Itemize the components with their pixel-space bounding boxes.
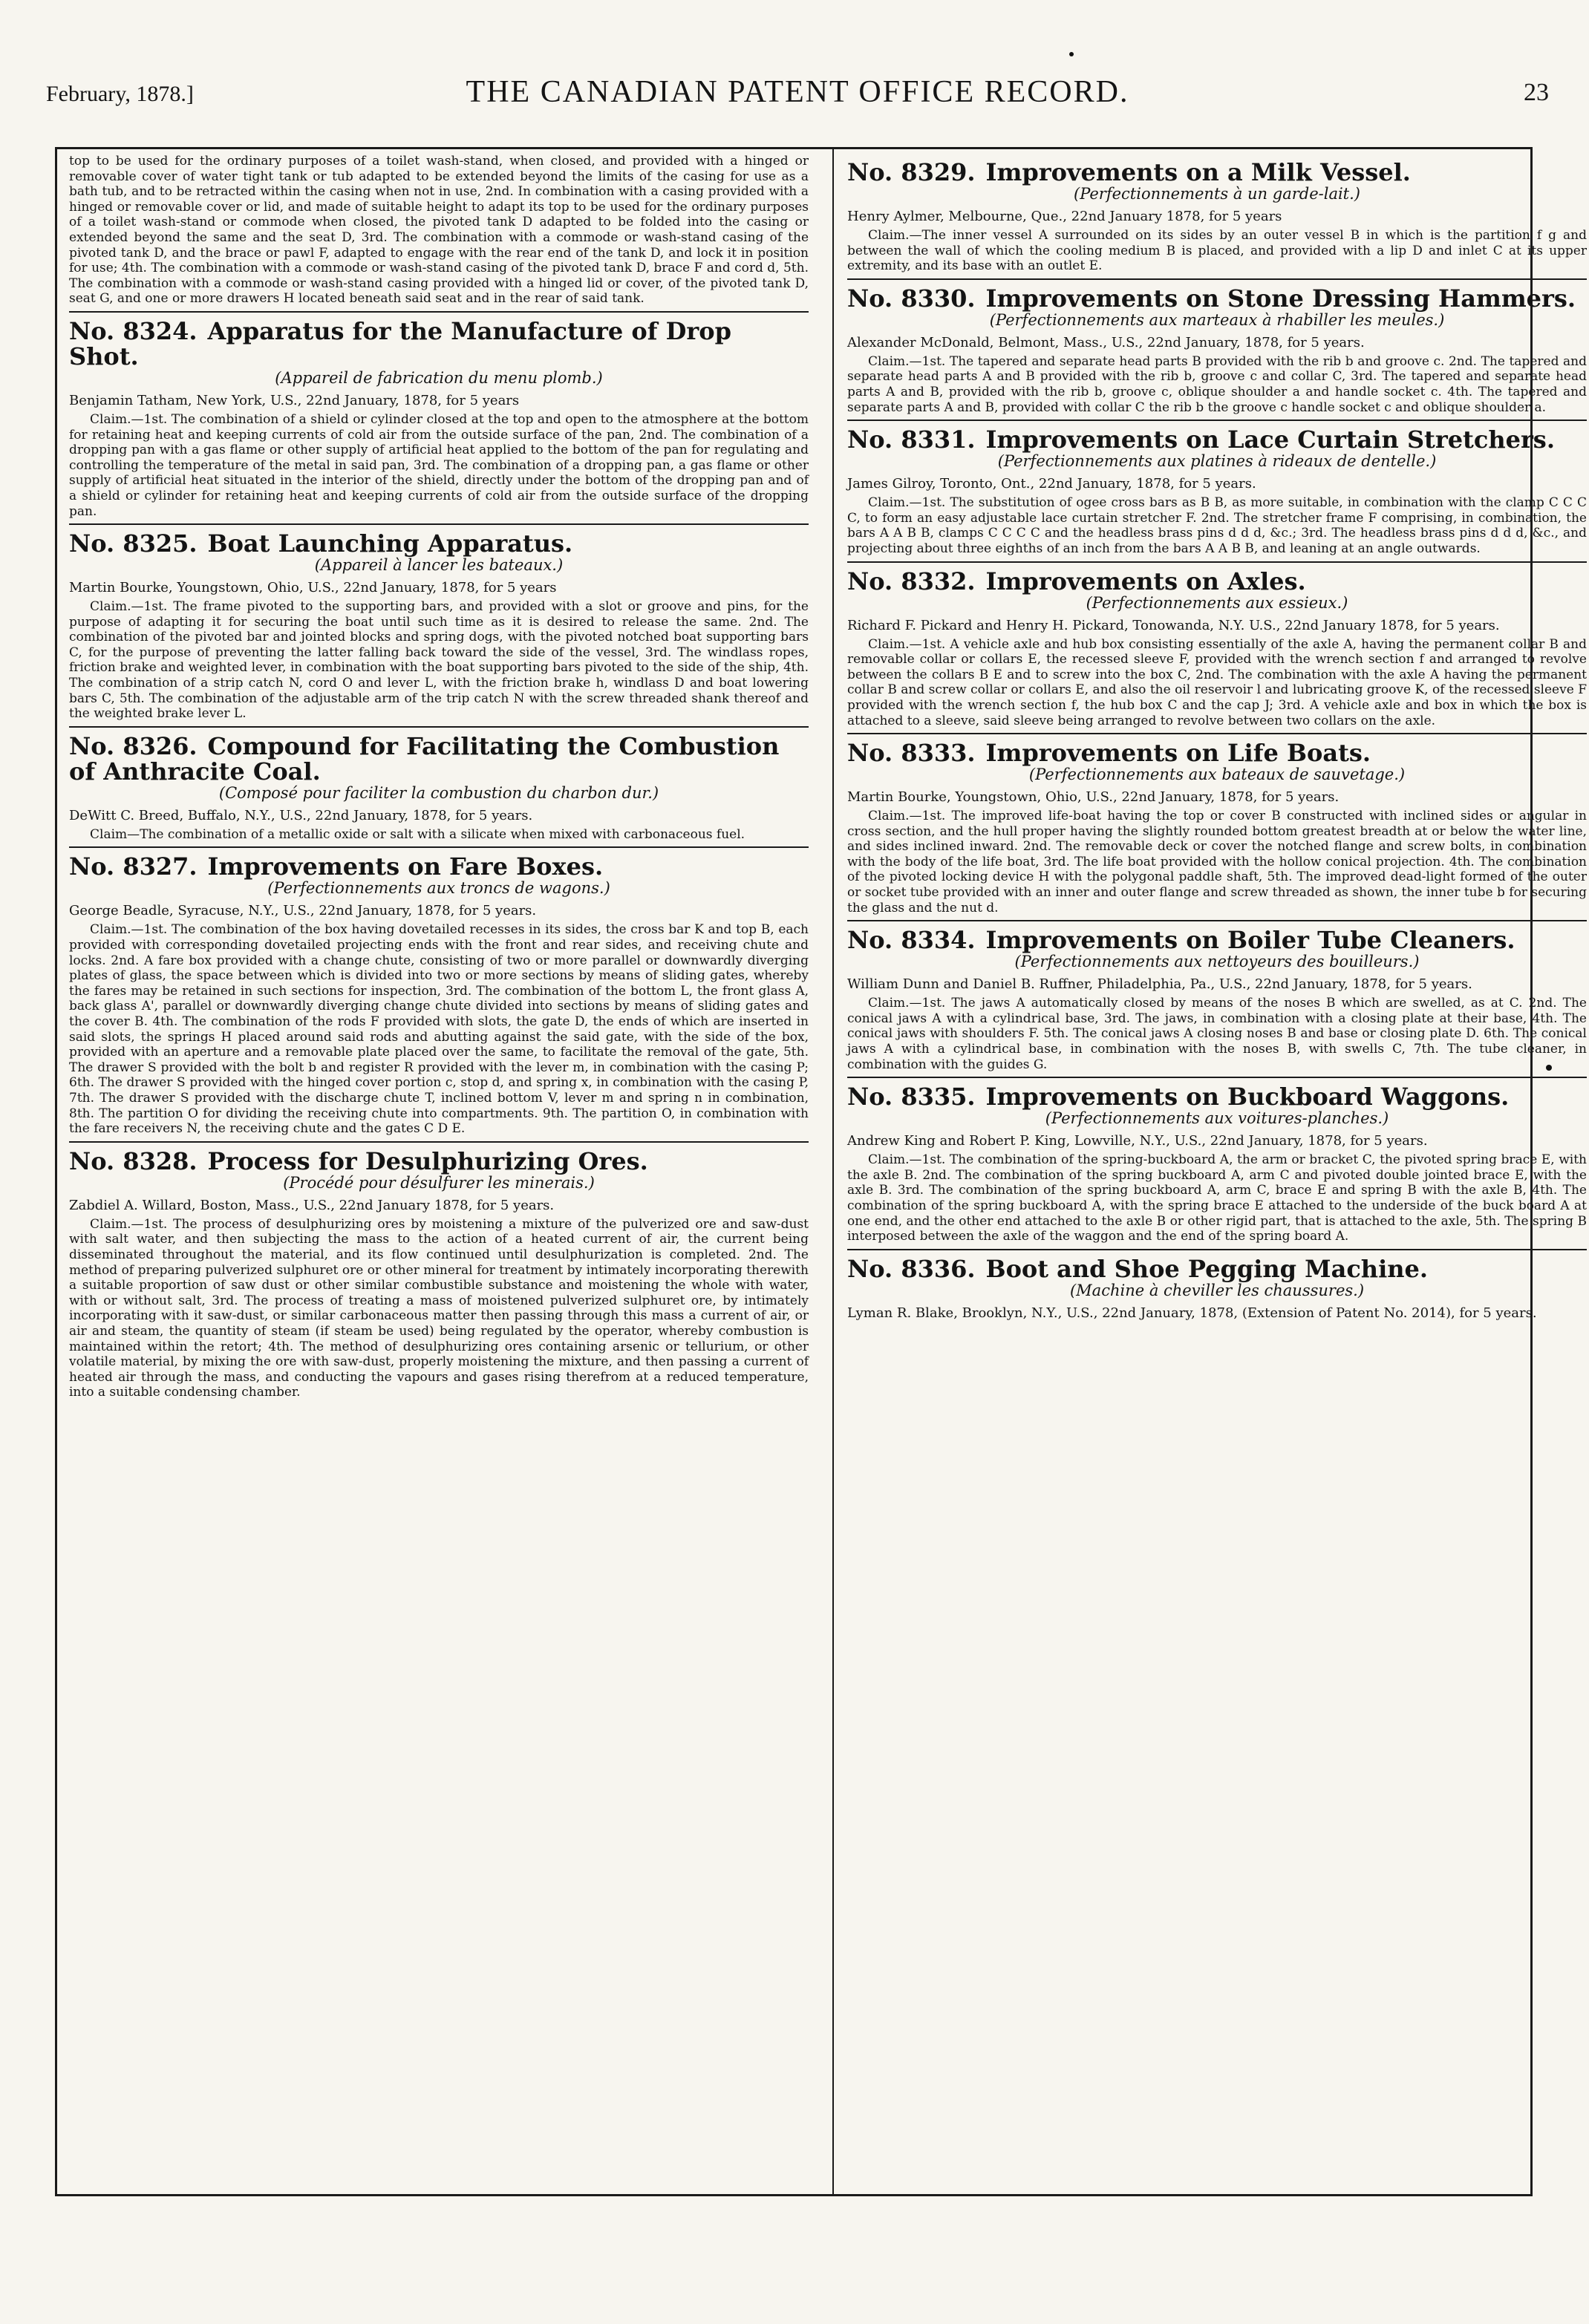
patentee-line: Martin Bourke, Youngstown, Ohio, U.S., 22nd January, 1878, for 5 years.	[847, 789, 1340, 806]
claim-text: Claim.—1st. The jaws A automatically closed by means of the noses B which are swelled, as at C. 2nd. The conical jaws A with a cylindrical base, 3rd. The jaws, in combination with a closing plate at their base, 4th. The conical jaws with shoulders F. 5th. The conical jaws A closing noses B and base or closing plate D. 6th. The conical jaws A with a cylindrical base, in combination with the noses B, with swells C, 7th. The tube cleaner, in combination with the guides G.	[847, 996, 1587, 1072]
page-number: 23	[1524, 79, 1549, 106]
french-title: (Appareil de fabrication du menu plomb.)	[275, 368, 603, 387]
patent-number: No. 8336.	[847, 1254, 976, 1283]
patentee-line: Martin Bourke, Youngstown, Ohio, U.S., 22nd January, 1878, for 5 years	[69, 580, 557, 596]
patent-heading	[847, 569, 1587, 594]
page-frame	[55, 147, 1587, 2196]
entry-divider	[847, 1249, 1587, 1250]
left-column	[69, 154, 809, 1400]
patent-title: Boat Launching Apparatus.	[207, 529, 573, 558]
margin-dot	[1546, 1065, 1552, 1071]
right-entries	[847, 160, 1587, 1322]
patent-title: Process for Desulphurizing Ores.	[207, 1146, 648, 1175]
patentee-line: George Beadle, Syracuse, N.Y., U.S., 22nd January, 1878, for 5 years.	[69, 903, 537, 919]
entry-divider	[69, 523, 809, 525]
patent-heading	[847, 927, 1587, 953]
patent-entry	[847, 1077, 1587, 1244]
patent-title: Improvements on Axles.	[985, 567, 1306, 595]
patent-title: Boot and Shoe Pegging Machine.	[985, 1254, 1428, 1283]
patent-number: No. 8333.	[847, 739, 976, 768]
print-dot	[1069, 52, 1074, 56]
patent-number: No. 8328.	[69, 1146, 198, 1175]
patent-number: No. 8330.	[847, 284, 976, 313]
publication-title: THE CANADIAN PATENT OFFICE RECORD.	[466, 75, 1129, 109]
claim-text: Claim.—The inner vessel A surrounded on its sides by an outer vessel B in which is the partition f g and between the wall of which the cooling medium B is placed, and provided with a lip D and inlet C at its upper extremity, and its base with an outlet E.	[847, 228, 1587, 274]
patent-title: Improvements on Stone Dressing Hammers.	[985, 284, 1576, 313]
right-column	[847, 154, 1587, 1325]
entry-divider	[847, 561, 1587, 563]
patent-heading	[69, 854, 809, 879]
entry-divider	[69, 726, 809, 728]
patentee-line: Alexander McDonald, Belmont, Mass., U.S., 22nd January, 1878, for 5 years.	[847, 334, 1365, 350]
patent-heading	[847, 286, 1587, 311]
issue-date: February, 1878.]	[46, 82, 194, 106]
claim-text: Claim.—1st. The combination of the box having dovetailed recesses in its sides, the cross bar K and top B, each provided with corresponding dovetailed projecting ends with the front and rear sides, and receiving chute and locks. 2nd. A fare box provided with a change chute, consisting of two or more parallel or downwardly diverging plates of glass, the space between which is divided into two or more sections by means of sliding gates, whereby the fares may be retained in such sections for inspection, 3rd. The combination of the bottom L, the front glass A, back glass A', parallel or downwardly diverging change chute divided into sections by means of sliding gates and the cover B. 4th. The combination of the rods F provided with slots, the gate D, the ends of which are inserted in said slots, the springs H placed around said rods and abutting against the said gate, with the side of the box, provided with an aperture and a removable plate placed over the same, to facilitate the removal of the gate, 5th. The drawer S provided with the bolt b and register R provided with the lever m, in combination with the casing P; 6th. The drawer S provided with the hinged cover portion c, stop d, and spring x, in combination with the casing P, 7th. The drawer S provided with the discharge chute T, inclined bottom V, lever m and spring n in combination, 8th. The partition O for dividing the receiving chute into compartments. 9th. The partition O, in combination with the fare receivers N, the receiving chute and the gates C D E.	[69, 922, 809, 1137]
patent-heading	[847, 1256, 1587, 1282]
patentee-line: James Gilroy, Toronto, Ont., 22nd January, 1878, for 5 years.	[847, 476, 1256, 492]
entry-divider	[847, 278, 1587, 280]
claim-text: Claim.—1st. A vehicle axle and hub box consisting essentially of the axle A, having the permanent collar B and removable collar or collars E, the recessed sleeve F, provided with the wrench section f and arranged to revolve between the collars B E and to screw into the box C, 2nd. The combination with the axle A having the permanent collar B and screw collar or collars E, and also the oil reservoir l and lubricating groove K, of the recessed sleeve F provided with the wrench section f, the hub box C and the cap J; 3rd. A vehicle axle and box in which the box is attached to a sleeve, said sleeve being arranged to revolve between two collars on the axle.	[847, 636, 1587, 728]
patentee-line: Zabdiel A. Willard, Boston, Mass., U.S., 22nd January 1878, for 5 years.	[69, 1197, 555, 1213]
patentee-line: Henry Aylmer, Melbourne, Que., 22nd January 1878, for 5 years	[847, 209, 1282, 224]
column-rule	[832, 149, 834, 2194]
patent-title: Improvements on a Milk Vessel.	[985, 158, 1411, 186]
french-title: (Perfectionnements aux bateaux de sauvetage.)	[1028, 766, 1406, 784]
patent-number: No. 8329.	[847, 158, 976, 186]
french-title: (Perfectionnements aux voitures-planches.)	[1045, 1109, 1389, 1128]
claim-text: Claim.—1st. The combination of the spring-buckboard A, the arm or bracket C, the pivoted spring brace E, with the axle B. 2nd. The combination of the spring buckboard A, arm C and pivoted double jointed brace E, with the axle B. 3rd. The combination of the spring buckboard A, arm C, brace E and spring B with the axle B, 4th. The combination of the spring buckboard A, with the spring brace E attached to the underside of the buck board A at one end, and the other end attached to the axle B or other rigid part, that is attached to the axle, 5th. The spring B interposed between the axle of the waggon and the end of the spring board A.	[847, 1152, 1587, 1244]
french-title: (Appareil à lancer les bateaux.)	[314, 556, 564, 575]
french-title: (Perfectionnements aux platines à rideaux de dentelle.)	[997, 452, 1437, 471]
entry-divider	[847, 1077, 1587, 1078]
patent-entry	[69, 523, 809, 722]
patent-entry	[69, 846, 809, 1136]
entry-divider	[69, 1141, 809, 1143]
page-header	[46, 68, 1549, 110]
patent-entry	[847, 920, 1587, 1072]
patent-number: No. 8326.	[69, 731, 198, 760]
claim-text: Claim.—1st. The improved life-boat having the top or cover B constructed with inclined sides or angular in cross section, and the hull proper having the slightly rounded bottom greatest breadth at or below the water line, and sides inclined inward. 2nd. The removable deck or cover the notched flange and screw bolts, in combination with the body of the life boat, 3rd. The life boat provided with the hollow conical projection. 4th. The combination of the pivoted locking device H with the polygonal paddle shaft, 5th. The improved dead-light formed of the outer or socket tube provided with an inner and outer flange and screw threaded as shown, the inner tube b for securing the glass and the nut d.	[847, 809, 1587, 915]
claim-text: Claim—The combination of a metallic oxide or salt with a silicate when mixed with carbonaceous fuel.	[90, 826, 745, 842]
patentee-line: Lyman R. Blake, Brooklyn, N.Y., U.S., 22nd January, 1878, (Extension of Patent No. 2014), for 5 years.	[847, 1305, 1537, 1321]
patentee-line: Andrew King and Robert P. King, Lowville, N.Y., U.S., 22nd January, 1878, for 5 years.	[847, 1133, 1428, 1149]
french-title: (Perfectionnements à un garde-lait.)	[1074, 185, 1360, 203]
patent-heading	[847, 740, 1587, 766]
patent-title: Compound for Facilitating the Combustion of Anthracite Coal.	[69, 731, 780, 786]
patent-number: No. 8325.	[69, 529, 198, 558]
claim-text: Claim.—1st. The tapered and separate head parts B provided with the rib b and groove c. 2nd. The tapered and separate head parts A and B provided with the rib b, groove c and collar C, 3rd. The tapered and separate head parts A and B, provided with the rib b, groove c, oblique shoulder a and handle socket c. 4th. The tapered and separate parts A and B, provided with collar C the rib b the groove c handle socket c and oblique shoulder a.	[847, 353, 1587, 415]
claim-text: Claim.—1st. The combination of a shield or cylinder closed at the top and open to the atmosphere at the bottom for retaining heat and keeping currents of cold air from the outside surface of the pan, 2nd. The combination of a dropping pan with a gas flame or other supply of artificial heat applied to the bottom of the pan for regulating and controlling the temperature of the metal in said pan, 3rd. The combination of a dropping pan, a gas flame or other supply of artificial heat situated in the interior of the shield, directly under the bottom of the dropping pan and of a shield or cylinder for retaining heat and keeping currents of cold air from the outside surface of the dropping pan.	[69, 411, 809, 519]
french-title: (Procédé pour désulfurer les minerais.)	[283, 1173, 595, 1192]
claim-text: Claim.—1st. The frame pivoted to the supporting bars, and provided with a slot or groove and pins, for the purpose of adapting it for securing the boat until such time as it is desired to release the same. 2nd. The combination of the pivoted bar and jointed blocks and spring dogs, with the pivoted notched boat supporting bars C, for the purpose of preventing the latter falling back toward the side of the vessel, 3rd. The windlass ropes, friction brake and weighted lever, in combination with the boat supporting bars pivoted to the side of the ship, 4th. The combination of a strip catch N, cord O and lever L, with the friction brake h, windlass D and boat lowering bars C, 5th. The combination of the adjustable arm of the trip catch N with the screw threaded shank thereof and the weighted brake lever L.	[69, 599, 809, 722]
patent-entry	[847, 278, 1587, 415]
patent-entry	[69, 726, 809, 843]
patent-heading	[847, 1083, 1587, 1112]
patent-heading	[69, 731, 809, 786]
patent-entry	[69, 1141, 809, 1400]
patent-entry	[847, 160, 1587, 274]
patentee-line: William Dunn and Daniel B. Ruffner, Philadelphia, Pa., U.S., 22nd January, 1878, for 5 years.	[847, 976, 1472, 993]
claim-text: Claim.—1st. The substitution of ogee cross bars as B B, as more suitable, in combination with the clamp C C C C, to form an easy adjustable lace curtain stretcher F. 2nd. The stretcher frame F comprising, in combination, the bars A A B B, clamps C C C C and the headless brass pins d d d, &c.; 3rd. The headless brass pins d d d, &c., and projecting about three eighths of an inch from the bars A A B B, and leaning at an angle outwards.	[847, 495, 1587, 556]
patent-number: No. 8332.	[847, 567, 976, 595]
patent-heading	[847, 160, 1587, 185]
patent-entry	[69, 311, 809, 519]
french-title: (Machine à cheviller les chaussures.)	[1069, 1281, 1365, 1299]
patent-title: Apparatus for the Manufacture of Drop Shot.	[69, 316, 731, 371]
continued-claim-text: top to be used for the ordinary purposes of a toilet wash-stand, when closed, and provided with a hinged or removable cover of water tight tank or tub adapted to be extended beyond the limits of the casing for use as a bath tub, and to be retracted within the casing when not in use, 2nd. In combination with a casing provided with a hinged or removable cover or lid, and made of suitable height to adapt its top to be used for the ordinary purposes of a toilet wash-stand or commode when closed, the pivoted tank D adapted to be folded into the casing or extended beyond the same and the seat D, 3rd. The combination with a commode or wash-stand casing of the pivoted tank D, and the brace or pawl F, adapted to engage with the rear end of the tank D, and lock it in position for use; 4th. The combination with a commode or wash-stand casing of the pivoted tank D, brace F and cord d, 5th. The combination with a commode or wash-stand casing provided with a hinged lid or cover, of the pivoted tank D, seat G, and one or more drawers H located beneath said seat and in the rear of said tank.	[69, 154, 809, 307]
patent-number: No. 8331.	[847, 425, 976, 454]
french-title: (Perfectionnements aux marteaux à rhabiller les meules.)	[989, 310, 1445, 329]
patent-title: Improvements on Boiler Tube Cleaners.	[985, 926, 1515, 955]
patent-entry	[847, 1249, 1587, 1322]
patent-title: Improvements on Life Boats.	[985, 739, 1371, 768]
french-title: (Perfectionnements aux nettoyeurs des bouilleurs.)	[1014, 953, 1420, 971]
patent-entry	[847, 420, 1587, 556]
entry-divider	[69, 846, 809, 848]
patentee-line: Richard F. Pickard and Henry H. Pickard, Tonowanda, N.Y. U.S., 22nd January 1878, for 5 years.	[847, 617, 1500, 633]
patent-entry	[847, 733, 1587, 915]
patentee-line: Benjamin Tatham, New York, U.S., 22nd January, 1878, for 5 years	[69, 392, 520, 408]
patent-number: No. 8327.	[69, 852, 198, 881]
claim-text: Claim.—1st. The process of desulphurizing ores by moistening a mixture of the pulverized ore and saw-dust with salt water, and then subjecting the mass to the action of a heated current of air, the current being disseminated throughout the material, and its flow continued until desulphurization is completed. 2nd. The method of preparing pulverized sulphuret ore or other mineral for treatment by intimately incorporating therewith a suitable proportion of saw dust or other similar combustible substance and moistening the whole with water, with or without salt, 3rd. The process of treating a mass of moistened pulverized sulphuret ore, by intimately incorporating with it saw-dust, or similar carbonaceous matter then passing through this mass a current of air, or air and steam, the quantity of steam (if steam be used) being regulated by the operator, whereby combustion is maintained within the retort; 4th. The method of desulphurizing ores containing arsenic or tellurium, or other volatile material, by mixing the ore with saw-dust, properly moistening the mixture, and then passing a current of heated air through the mass, and conducting the vapours and gases rising therefrom at a reduced temperature, into a suitable condensing chamber.	[69, 1216, 809, 1400]
french-title: (Perfectionnements aux troncs de wagons.)	[267, 879, 610, 898]
patent-title: Improvements on Buckboard Waggons.	[985, 1083, 1510, 1112]
patent-number: No. 8324.	[69, 316, 198, 345]
patent-title: Improvements on Fare Boxes.	[207, 852, 604, 881]
left-entries	[69, 311, 809, 1400]
patent-entry	[847, 561, 1587, 729]
patent-title: Improvements on Lace Curtain Stretchers.	[985, 425, 1555, 454]
patentee-line: DeWitt C. Breed, Buffalo, N.Y., U.S., 22nd January, 1878, for 5 years.	[69, 807, 533, 823]
french-title: (Composé pour faciliter la combustion du charbon dur.)	[218, 783, 659, 802]
patent-heading	[69, 531, 809, 556]
entry-divider	[847, 920, 1587, 921]
entry-divider	[847, 420, 1587, 421]
patent-number: No. 8334.	[847, 926, 976, 955]
french-title: (Perfectionnements aux essieux.)	[1086, 593, 1348, 612]
patent-heading	[69, 1146, 809, 1175]
entry-divider	[69, 311, 809, 313]
entry-divider	[847, 733, 1587, 734]
patent-number: No. 8335.	[847, 1083, 976, 1112]
patent-heading	[69, 316, 809, 371]
patent-heading	[847, 427, 1587, 452]
